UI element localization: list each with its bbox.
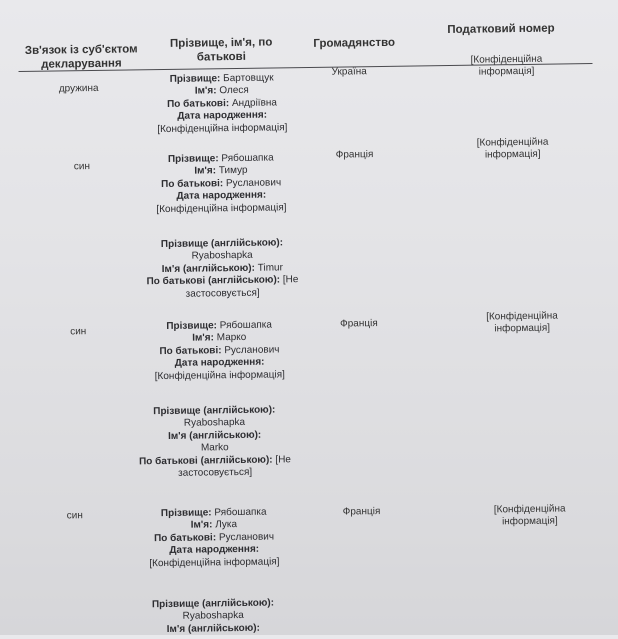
row1-relation: дружина bbox=[58, 82, 99, 95]
row3-citizenship: Франція bbox=[340, 318, 378, 330]
row3-relation: син bbox=[70, 326, 87, 338]
row1-citizenship: Україна bbox=[331, 66, 367, 78]
row4-name-en-block: Прізвище (англійською): Ryaboshapka Ім'я (англійською): bbox=[151, 597, 275, 635]
row2-relation: син bbox=[73, 161, 91, 173]
row2-name-block: Прізвище: Рябошапка Ім'я: Тимур По батькові: Русланович Дата народження: [Конфіденційна інформація] bbox=[156, 152, 287, 215]
row1-name-block: Прізвище: Бартовщук Ім'я: Олеся По батькові: Андріївна Дата народження: [Конфіденційна інформація] bbox=[157, 72, 288, 135]
header-relation: Зв'язок із суб'єктом декларування bbox=[24, 43, 138, 71]
row2-name-en-block: Прізвище (англійською): Ryaboshapka Ім'я (англійською): Timur По батькові (англійською): [Не застосовується] bbox=[146, 237, 299, 300]
row1-tax: [Конфіденційна інформація] bbox=[470, 53, 543, 79]
row4-name-block: Прізвище: Рябошапка Ім'я: Лука По батькові: Русланович Дата народження: [Конфіденційна інформація] bbox=[149, 506, 280, 569]
row4-citizenship: Франція bbox=[342, 506, 381, 518]
row3-name-block: Прізвище: Рябошапка Ім'я: Марко По батькові: Русланович Дата народження: [Конфіденційна інформація] bbox=[154, 319, 285, 382]
header-name: Прізвище, ім'я, по батькові bbox=[169, 36, 273, 64]
row3-name-en-block: Прізвище (англійською): Ryaboshapka Ім'я (англійською): Marko По батькові (англійською): [Не застосовується] bbox=[138, 404, 292, 479]
row2-tax: [Конфіденційна інформація] bbox=[476, 136, 549, 161]
row4-relation: син bbox=[66, 510, 83, 522]
row4-tax: [Конфіденційна інформація] bbox=[493, 503, 566, 528]
header-citizenship: Громадянство bbox=[313, 36, 396, 50]
row3-tax: [Конфіденційна інформація] bbox=[486, 310, 558, 335]
header-tax: Податковий номер bbox=[447, 22, 555, 37]
row2-citizenship: Франція bbox=[335, 149, 374, 161]
